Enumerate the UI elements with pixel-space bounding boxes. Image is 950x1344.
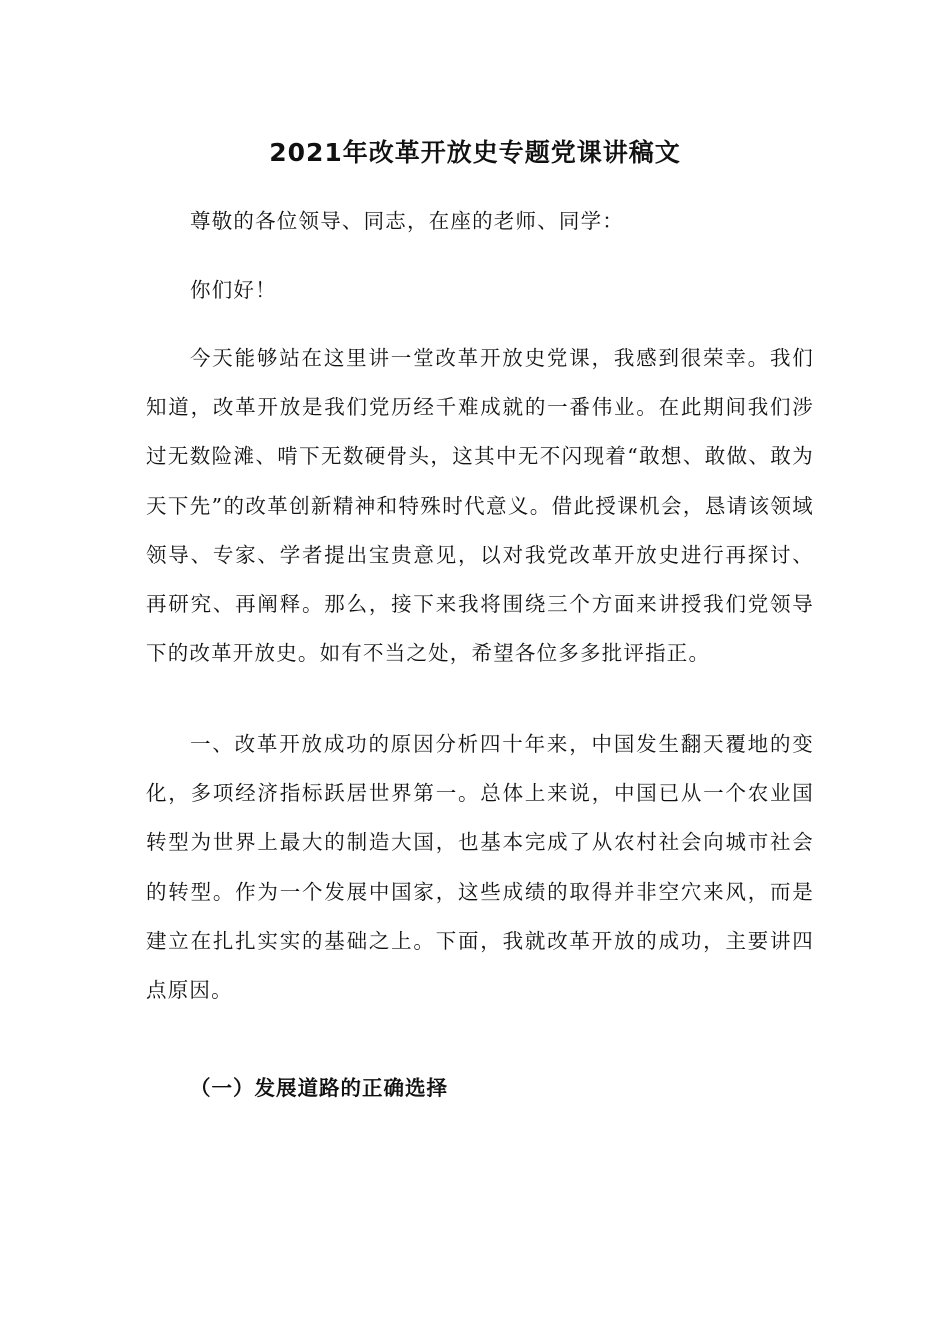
section-subheading: （一）发展道路的正确选择 xyxy=(190,1076,448,1100)
document-title: 2021年改革开放史专题党课讲稿文 xyxy=(269,138,681,167)
greeting-paragraph: 尊敬的各位领导、同志，在座的老师、同学： xyxy=(190,209,624,233)
hello-paragraph: 你们好！ xyxy=(190,278,277,302)
intro-paragraph: 今天能够站在这里讲一堂改革开放史党课，我感到很荣幸。我们知道，改革开放是我们党历经千难成就的一番伟业。在此期间我们涉过无数险滩、啃下无数硬骨头，这其中无不闪现着“敢想、敢做、敢为天下先”的改革创新精神和特殊时代意义。借此授课机会，恳请该领域领导、专家、学者提出宝贵意见，以对我党改革开放史进行再探讨、再研究、再阐释。那么，接下来我将围绕三个方面来讲授我们党领导下的改革开放史。如有不当之处，希望各位多多批评指正。 xyxy=(146,346,814,666)
section-one-paragraph: 一、改革开放成功的原因分析四十年来，中国发生翻天覆地的变化，多项经济指标跃居世界第一。总体上来说，中国已从一个农业国转型为世界上最大的制造大国，也基本完成了从农村社会向城市社会的转型。作为一个发展中国家，这些成绩的取得并非空穴来风，而是建立在扎扎实实的基础之上。下面，我就改革开放的成功，主要讲四点原因。 xyxy=(146,732,814,1003)
